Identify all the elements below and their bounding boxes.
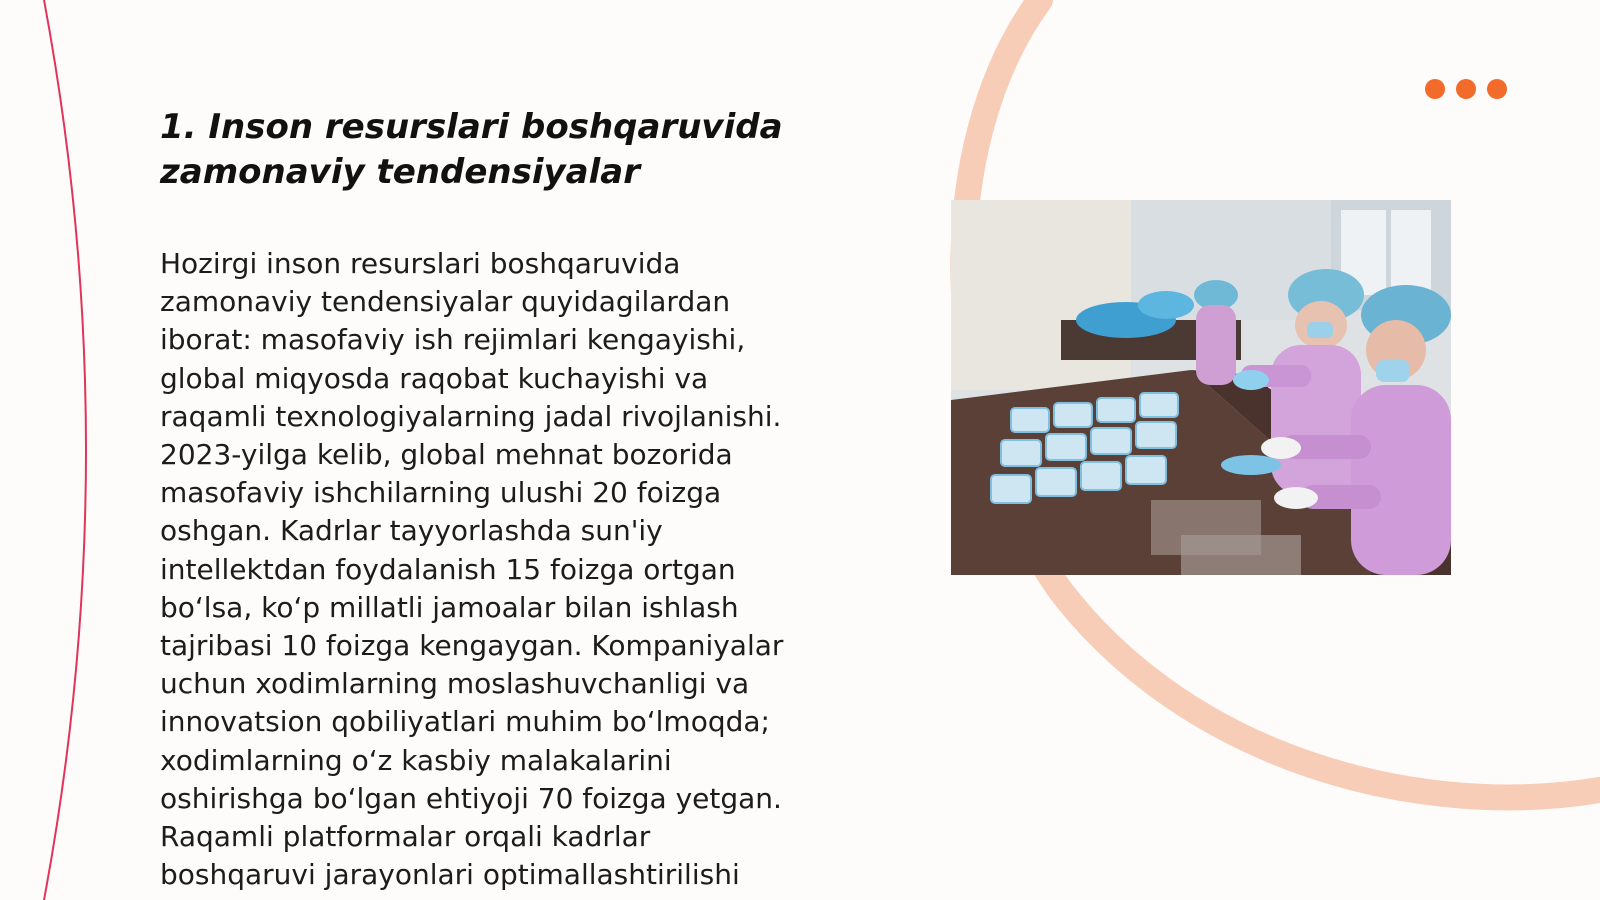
left-edge-line <box>44 0 86 900</box>
dot-icon <box>1487 79 1507 99</box>
slide-title: 1. Inson resurslari boshqaruvida zamonaviy tendensiyalar <box>160 107 783 192</box>
dot-icon <box>1425 79 1445 99</box>
factory-workers-photo <box>951 200 1451 575</box>
dot-icon <box>1456 79 1476 99</box>
menu-dots <box>1425 79 1507 99</box>
slide-body-text: Hozirgi inson resurslari boshqaruvida zamonaviy tendensiyalar quyidagilardan iborat: masofaviy ish rejimlari kengayishi, global miqyosda raqobat kuchayishi va raqamli texnologiyalarning jadal rivojlanishi. 2023-yilga kelib, global mehnat bozorida masofaviy ishchilarning ulushi 20 foizga oshgan. Kadrlar tayyorlashda sun'iy intellektdan foydalanish 15 foizga ortgan bo‘lsa, ko‘p millatli jamoalar bilan ishlash tajribasi 10 foizga kengaygan. Kompaniyalar uchun xodimlarning moslashuvchanligi va innovatsion qobiliyatlari muhim bo‘lmoqda; xodimlarning o‘z kasbiy malakalarini oshirishga bo‘lgan ehtiyoji 70 foizga yetgan. Raqamli platformalar orqali kadrlar boshqaruvi jarayonlari optimallashtirilishi <box>160 247 784 892</box>
